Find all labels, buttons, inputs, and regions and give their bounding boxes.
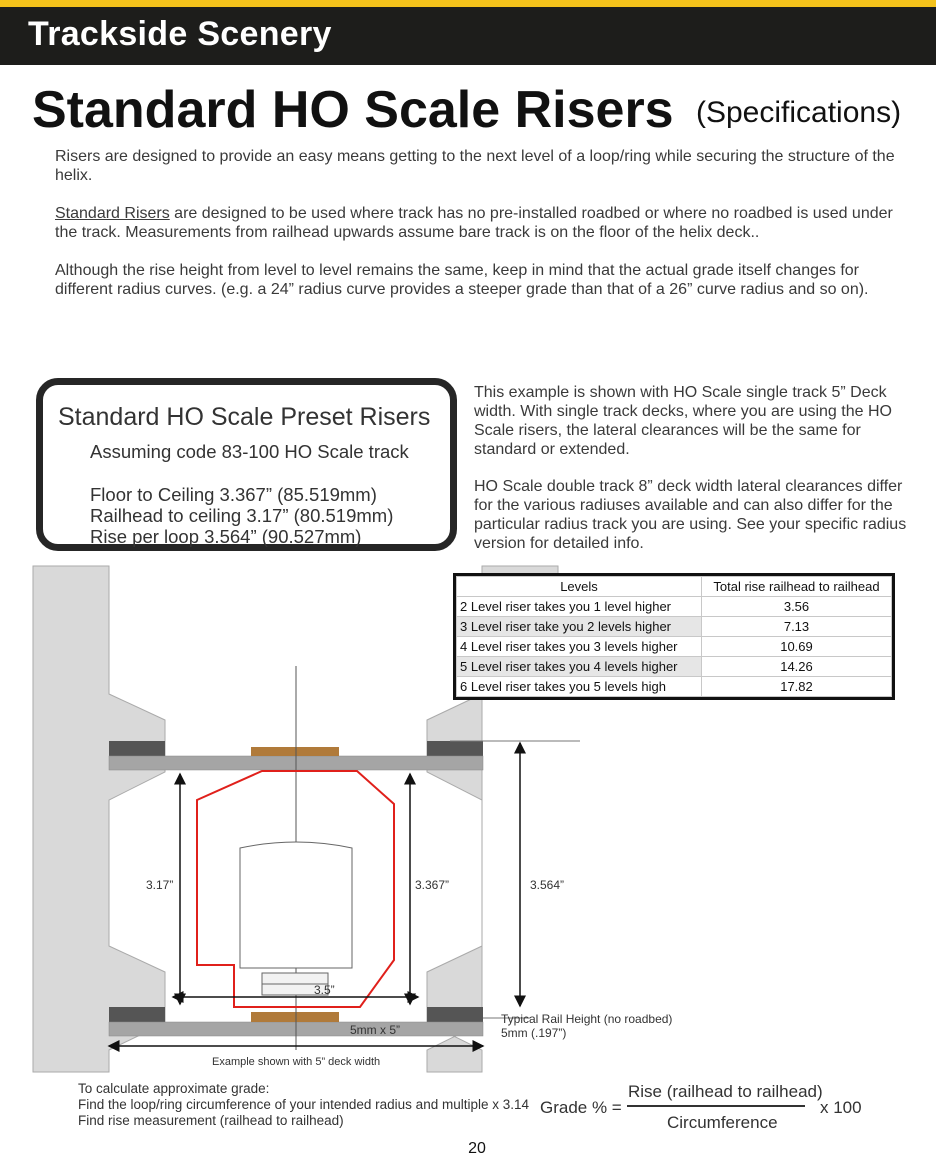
levels-header: Levels	[457, 577, 702, 597]
preset-box-title: Standard HO Scale Preset Risers	[58, 403, 431, 431]
rise-cell: 7.13	[702, 617, 892, 637]
dim-label-left: 3.17”	[146, 878, 174, 892]
upper-deck-slot-right	[427, 741, 483, 756]
table-row	[457, 677, 892, 697]
rise-cell: 17.82	[702, 677, 892, 697]
rail-height-note-1: Typical Rail Height (no roadbed)	[501, 1012, 673, 1026]
grade-formula-lhs: Grade % =	[540, 1098, 622, 1117]
railhead-to-ceiling: Railhead to ceiling 3.17” (80.519mm)	[90, 505, 394, 526]
section-title: Trackside Scenery	[28, 15, 332, 53]
lower-deck-slot-right	[427, 1007, 483, 1022]
table-row	[457, 657, 892, 677]
side-note-1: This example is shown with HO Scale single track 5” Deck width. With single track decks, where you are using the HO Scale risers, the lateral clearances will be the same for standard or extended.	[474, 384, 892, 458]
upper-track-ties	[251, 747, 339, 756]
intro-paragraph-3: Although the rise height from level to level remains the same, keep in mind that the actual grade itself changes for different radius curves. (e.g. a 24” radius curve provides a steeper grade than that of a 26” curve radius and so on).	[55, 262, 869, 298]
page-title: Standard HO Scale Risers	[32, 81, 674, 139]
preset-assumption: Assuming code 83-100 HO Scale track	[90, 441, 409, 462]
grade-instruction-1: To calculate approximate grade:	[78, 1081, 270, 1096]
upper-deck-slot-left	[109, 741, 165, 756]
level-cell: 5 Level riser takes you 4 levels higher	[457, 657, 702, 677]
levels-table	[453, 573, 895, 700]
deck-size-label: 5mm x 5”	[350, 1023, 401, 1037]
level-cell: 3 Level riser take you 2 levels higher	[457, 617, 702, 637]
intro-paragraph-2	[55, 204, 915, 242]
left-riser-post	[33, 566, 165, 1072]
side-note-2: HO Scale double track 8” deck width lateral clearances differ for the various radiuses available and can also differ for the particular radius track you are using. See your specific radius version for detailed info.	[474, 478, 907, 552]
intro-paragraph-2-text: are designed to be used where track has no pre-installed roadbed or where no roadbed is used under the track. Measurements from railhead upwards assume bare track is on the floor of the helix deck..	[55, 205, 893, 241]
standard-risers-term: Standard Risers	[55, 205, 170, 222]
total-rise-header: Total rise railhead to railhead	[702, 577, 892, 597]
rail-car-body	[240, 842, 352, 968]
table-row	[457, 597, 892, 617]
table-row	[457, 617, 892, 637]
lower-deck-slot-left	[109, 1007, 165, 1022]
preset-risers-box	[36, 378, 457, 551]
fraction-bar	[627, 1105, 805, 1107]
rise-per-loop: Rise per loop 3.564” (90.527mm)	[90, 526, 362, 547]
rise-cell: 14.26	[702, 657, 892, 677]
section-header	[0, 7, 936, 65]
grade-instruction-2: Find the loop/ring circumference of your intended radius and multiple x 3.14	[78, 1097, 530, 1112]
level-cell: 2 Level riser takes you 1 level higher	[457, 597, 702, 617]
intro-paragraph-1: Risers are designed to provide an easy means getting to the next level of a loop/ring while securing the structure of the helix.	[55, 148, 895, 184]
rise-cell: 10.69	[702, 637, 892, 657]
rise-cell: 3.56	[702, 597, 892, 617]
accent-stripe	[0, 0, 936, 7]
dim-label-right: 3.564”	[530, 878, 565, 892]
grade-formula-multiplier: x 100	[820, 1098, 862, 1117]
page-subtitle: (Specifications)	[696, 96, 902, 129]
rail-height-note-2: 5mm (.197”)	[501, 1026, 567, 1040]
floor-to-ceiling: Floor to Ceiling 3.367” (85.519mm)	[90, 484, 377, 505]
grade-formula-numerator: Rise (railhead to railhead)	[628, 1082, 823, 1101]
grade-formula-denominator: Circumference	[667, 1113, 778, 1132]
deck-width-note: Example shown with 5” deck width	[212, 1056, 381, 1068]
dim-label-middle: 3.367”	[415, 878, 450, 892]
level-cell: 6 Level riser takes you 5 levels high	[457, 677, 702, 697]
level-cell: 4 Level riser takes you 3 levels higher	[457, 637, 702, 657]
grade-instructions	[78, 1081, 529, 1129]
grade-instruction-3: Find rise measurement (railhead to railhead)	[78, 1113, 344, 1128]
track-width-label: 3.5”	[314, 983, 335, 997]
lower-track-ties	[251, 1012, 339, 1022]
table-row	[457, 637, 892, 657]
page-number: 20	[468, 1140, 486, 1157]
